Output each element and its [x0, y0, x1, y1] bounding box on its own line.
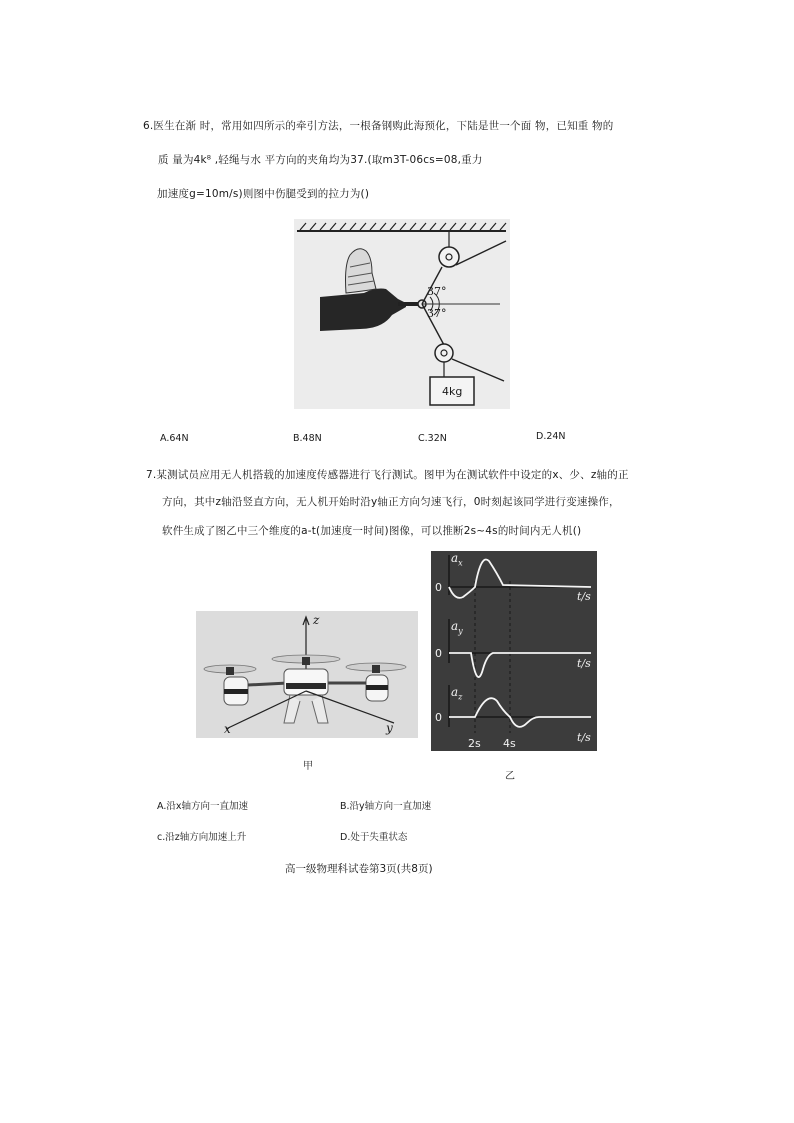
- ay-t-label: t/s: [577, 657, 591, 670]
- az-zero-label: 0: [435, 711, 442, 724]
- q6-option-a: A.64N: [160, 433, 189, 444]
- q6-option-d: D.24N: [536, 431, 566, 442]
- drone-z-label: z: [313, 613, 320, 627]
- ay-label: $a_y$: [451, 619, 463, 636]
- az-t-label: t/s: [577, 731, 591, 744]
- ax-t-label: t/s: [577, 590, 591, 603]
- az-label: $a_z$: [451, 685, 463, 702]
- q7-line-1: 7.某测试员应用无人机搭载的加速度传感器进行飞行测试。图甲为在测试软件中设定的x、少、z轴的正: [146, 469, 629, 481]
- ax-label: $a_x$: [451, 551, 463, 568]
- angle-bottom-label: 37°: [427, 307, 447, 320]
- q7-option-b: B.沿y轴方向一直加速: [340, 801, 432, 812]
- caption-yi: 乙: [505, 771, 515, 782]
- traction-figure: [294, 219, 510, 409]
- q6-line-3: 加速度g=10m/s)则图中伤腿受到的拉力为(): [157, 188, 370, 200]
- drone-figure: [196, 611, 418, 738]
- q6-line-2: 质 量为4k⁸ ,轻绳与水 平方向的夹角均为37.(取m3T-06cs=08,重力: [158, 154, 483, 166]
- caption-jia: 甲: [303, 761, 313, 772]
- drone-y-label: y: [386, 721, 393, 735]
- q6-line-1: 6.医生在渐 时，常用如四所示的牵引方法，一根备钢购此海预化，下陆是世一个面 物，已知重 物的: [143, 120, 614, 132]
- drone-x-label: x: [224, 722, 231, 736]
- q6-option-c: C.32N: [418, 433, 447, 444]
- at-graphs-figure: [431, 551, 597, 751]
- q7-option-a: A.沿x轴方向一直加速: [157, 801, 248, 812]
- q7-line-3: 软件生成了图乙中三个维度的a-t(加速度一时间)图像，可以推断2s~4s的时间内无人机(): [162, 525, 582, 537]
- q7-line-2: 方向，其中z轴沿竖直方向，无人机开始时沿y轴正方向匀速飞行，0时刻起该同学进行变速操作，: [162, 496, 620, 508]
- q7-option-c: c.沿z轴方向加速上升: [157, 832, 247, 843]
- q7-option-d: D.处于失重状态: [340, 832, 408, 843]
- mass-label: 4kg: [442, 385, 463, 398]
- q6-option-b: B.48N: [293, 433, 322, 444]
- ax-zero-label: 0: [435, 581, 442, 594]
- tick-2s-label: 2s: [468, 737, 481, 750]
- angle-top-label: 37°: [427, 285, 447, 298]
- tick-4s-label: 4s: [503, 737, 516, 750]
- ay-zero-label: 0: [435, 647, 442, 660]
- page-footer: 高一级物理科试卷第3页(共8页): [285, 863, 433, 875]
